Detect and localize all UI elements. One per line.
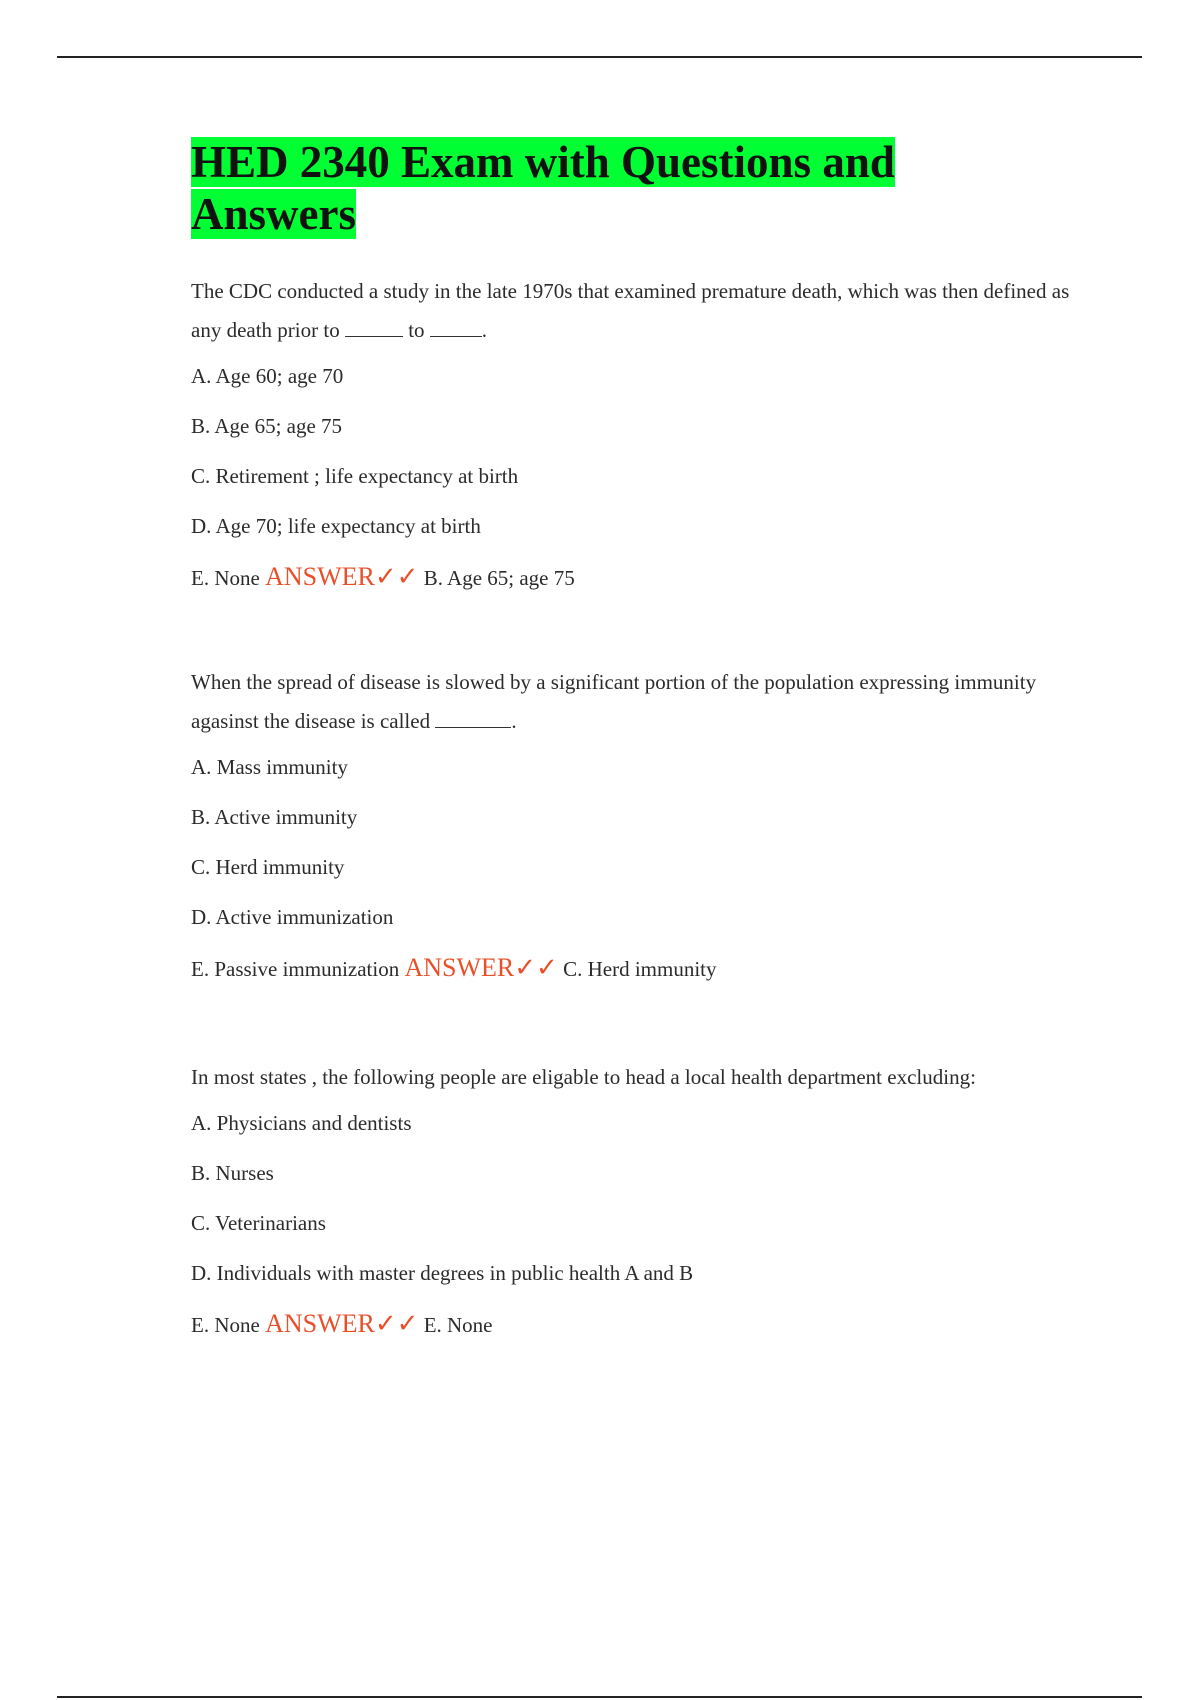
question-2-text — [191, 663, 1071, 741]
blank — [345, 318, 403, 337]
option: B. Nurses — [191, 1161, 274, 1185]
question-1-text-part3: . — [481, 318, 488, 342]
question-3-text: In most states , the following people are eligable to head a local health department excluding: — [191, 1065, 976, 1089]
blank — [430, 318, 482, 337]
answer-text: E. None — [423, 1313, 493, 1337]
option: B. Age 65; age 75 — [191, 414, 343, 438]
answer-marker: ANSWER✓✓ — [404, 953, 558, 982]
answer-marker: ANSWER✓✓ — [265, 562, 419, 591]
top-rule — [57, 56, 1142, 58]
document-body — [191, 136, 1071, 1340]
answer-marker: ANSWER✓✓ — [265, 1309, 419, 1338]
question-1-text-part1: The CDC conducted a study in the late 1970s that examined premature death, which was then defined as any death prior to — [191, 279, 1070, 342]
title-line-1: HED 2340 Exam with Questions and — [191, 137, 895, 187]
option: A. Age 60; age 70 — [191, 364, 344, 388]
option: C. Veterinarians — [191, 1211, 326, 1235]
answer-line — [191, 953, 1071, 984]
option: A. Mass immunity — [191, 755, 348, 779]
option: D. Active immunization — [191, 905, 394, 929]
question-2-text-part1: When the spread of disease is slowed by a significant portion of the population expressing immunity agasinst the disease is called — [191, 670, 1037, 733]
answer-text: C. Herd immunity — [563, 957, 717, 981]
option: E. Passive immunization — [191, 957, 400, 981]
option: D. Individuals with master degrees in public health A and B — [191, 1261, 694, 1285]
question-2-text-part2: . — [511, 709, 517, 733]
option: E. None — [191, 1313, 260, 1337]
question-2 — [191, 663, 1071, 984]
title-line-2: Answers — [191, 189, 356, 239]
question-3 — [191, 1058, 1071, 1340]
answer-text: B. Age 65; age 75 — [423, 566, 575, 590]
option: A. Physicians and dentists — [191, 1111, 412, 1135]
document-title — [191, 136, 1071, 240]
blank — [435, 709, 511, 728]
answer-line — [191, 562, 1071, 593]
answer-line — [191, 1309, 1071, 1340]
question-1 — [191, 272, 1071, 593]
option: C. Herd immunity — [191, 855, 345, 879]
option: E. None — [191, 566, 260, 590]
option: D. Age 70; life expectancy at birth — [191, 514, 481, 538]
question-1-text-part2: to — [408, 318, 425, 342]
question-1-text — [191, 272, 1071, 350]
bottom-rule — [57, 1696, 1142, 1698]
option: C. Retirement ; life expectancy at birth — [191, 464, 519, 488]
option: B. Active immunity — [191, 805, 358, 829]
